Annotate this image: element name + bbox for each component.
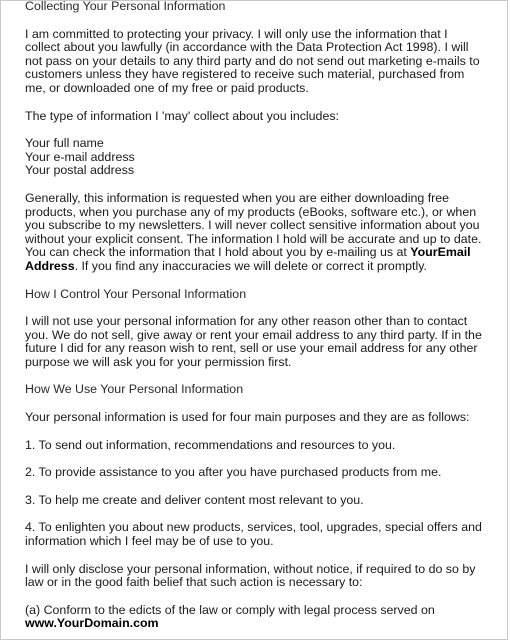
generally-text-after: . If you find any inaccuracies we will delete or correct it promptly. [74, 258, 427, 273]
list-item: Your full name [25, 136, 104, 151]
info-list [25, 137, 485, 178]
control-heading: How I Control Your Personal Information [25, 286, 247, 301]
purpose-item: 1. To send out information, recommendations and resources to you. [25, 437, 396, 452]
disclose-intro: I will only disclose your personal information, without notice, if required to do so by law or in the good faith belief that such action is necessary to: [25, 561, 476, 590]
generally-paragraph [25, 192, 485, 274]
list-item: Your e-mail address [25, 149, 135, 164]
purpose-item: 3. To help me create and deliver content most relevant to you. [25, 492, 364, 507]
email-placeholder: YourEmail Address [25, 245, 471, 273]
purpose-item: 2. To provide assistance to you after you have purchased products from me. [25, 465, 442, 480]
intro-paragraph: I am committed to protecting your privacy. I will only use the information that I collect about you lawfully (in accordance with the Data Protection Act 1998). I will not pass on your details to any third party and do not send out marketing e-mails to customers unless they have registered to receive such material, purchased from me, or downloaded one of my free or paid products. [25, 26, 480, 95]
conform-item: (a) Conform to the edicts of the law or comply with legal process served on [25, 602, 435, 617]
use-intro: Your personal information is used for four main purposes and they are as follows: [25, 410, 470, 425]
purpose-item: 4. To enlighten you about new products, services, tool, upgrades, special offers and information which I feel may be of use to you. [25, 520, 482, 549]
domain-placeholder: www.YourDomain.com [25, 616, 159, 631]
use-heading: How We Use Your Personal Information [25, 382, 244, 397]
control-paragraph: I will not use your personal information for any other reason other than to contact you. We do not sell, give away or rent your email address to any third party. If in the future I did for any reason wish to rent, sell or use your email address for any other purpose we will ask you for your permission first. [25, 314, 482, 369]
types-intro: The type of information I 'may' collect about you includes: [25, 108, 339, 123]
collecting-heading: Collecting Your Personal Information [25, 0, 226, 13]
list-item: Your postal address [25, 163, 135, 178]
generally-text-before: Generally, this information is requested when you are either downloading free products, when you purchase any of my products (eBooks, software etc.), or when you subscribe to my newsletters. I will never collect sensitive information about you without your explicit consent. The information I hold will be accurate and up to date. You can check the information that I hold about you by e-mailing us at [25, 190, 482, 260]
privacy-policy-content [25, 0, 485, 631]
